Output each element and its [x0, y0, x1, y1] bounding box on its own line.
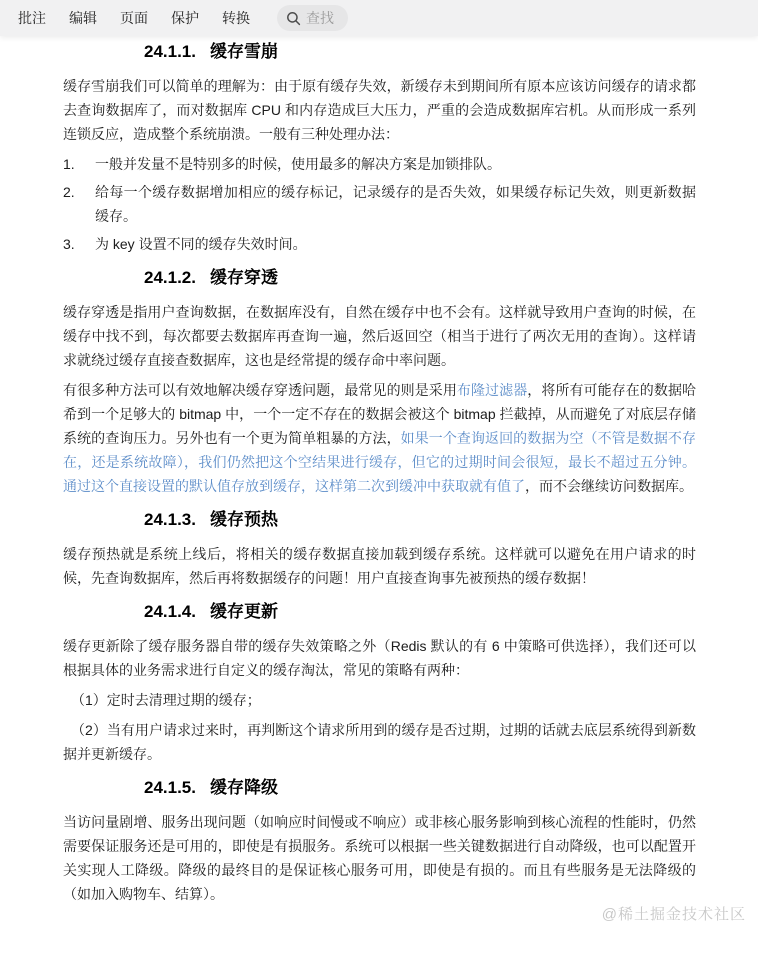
document-content — [63, 42, 696, 906]
section-heading — [63, 268, 696, 288]
menu-item-protect[interactable]: 保护 — [171, 10, 199, 26]
paragraph — [63, 718, 696, 766]
section-number: 24.1.5. — [144, 778, 196, 797]
list-item-text: 给每一个缓存数据增加相应的缓存标记，记录缓存的是否失效，如果缓存标记失效，则更新数据缓存。 — [95, 184, 696, 224]
list-item-marker: 3. — [63, 236, 75, 252]
section-title: 缓存穿透 — [210, 268, 278, 287]
text-run: 缓存穿透是指用户查询数据，在数据库没有，自然在缓存中也不会有。这样就导致用户查询的时候，在缓存中找不到，每次都要去数据库再查询一遍，然后返回空（相当于进行了两次无用的查询）。这样请求就绕过缓存直接查数据库，这也是经常提的缓存命中率问题。 — [63, 304, 696, 368]
list-item-text: 为 key 设置不同的缓存失效时间。 — [95, 236, 307, 252]
paragraph — [63, 378, 696, 498]
section-title: 缓存降级 — [210, 778, 278, 797]
numbered-list — [63, 152, 696, 256]
section-title: 缓存预热 — [210, 510, 278, 529]
list-item — [63, 180, 696, 228]
text-run: 缓存更新除了缓存服务器自带的缓存失效策略之外（Redis 默认的有 6 中策略可供选择），我们还可以根据具体的业务需求进行自定义的缓存淘汰，常见的策略有两种： — [63, 638, 696, 678]
list-item-marker: 1. — [63, 156, 75, 172]
watermark: @稀土掘金技术社区 — [601, 906, 746, 923]
paragraph — [63, 74, 696, 146]
section-number: 24.1.3. — [144, 510, 196, 529]
section-heading — [63, 510, 696, 530]
text-run: ，将所有可能存在的数据哈希到一个足够大的 bitmap 中，一个一定不存在的数据会被这个 bitmap 拦截掉，从而避免了对底层存储系统的查询压力。另外也有一个更为简单粗暴的方法， — [63, 382, 697, 446]
section-heading — [63, 602, 696, 622]
section-number: 24.1.4. — [144, 602, 196, 621]
paragraph — [63, 542, 696, 590]
menu-item-annotate[interactable]: 批注 — [18, 10, 46, 26]
section-number: 24.1.2. — [144, 268, 196, 287]
list-item-marker: 2. — [63, 184, 75, 200]
text-run: 缓存预热就是系统上线后，将相关的缓存数据直接加载到缓存系统。这样就可以避免在用户请求的时候，先查询数据库，然后再将数据缓存的问题！用户直接查询事先被预热的缓存数据！ — [63, 546, 696, 586]
paragraph — [63, 810, 696, 906]
menu-item-page[interactable]: 页面 — [120, 10, 148, 26]
text-run: （2）当有用户请求过来时，再判断这个请求所用到的缓存是否过期，过期的话就去底层系统得到新数据并更新缓存。 — [63, 722, 696, 762]
find-button[interactable] — [277, 5, 348, 31]
find-label: 查找 — [306, 10, 334, 26]
text-run: （1）定时去清理过期的缓存； — [71, 692, 261, 708]
text-run: 缓存雪崩我们可以简单的理解为：由于原有缓存失效，新缓存未到期间所有原本应该访问缓存的请求都去查询数据库了，而对数据库 CPU 和内存造成巨大压力，严重的会造成数据库宕机。从而形成一系列连锁反应，造成整个系统崩溃。一般有三种处理办法： — [63, 78, 696, 142]
link-text[interactable]: 如果一个查询返回的数据为空（不管是数据不存在，还是系统故障），我们仍然把这个空结果进行缓存，但它的过期时间会很短，最长不超过五分钟。通过这个直接设置的默认值存放到缓存，这样第二次到缓冲中获取就有值了 — [63, 430, 697, 494]
section-heading — [63, 778, 696, 798]
section-heading — [63, 42, 696, 62]
list-item-text: 一般并发量不是特别多的时候，使用最多的解决方案是加锁排队。 — [95, 156, 501, 172]
text-run: 当访问量剧增、服务出现问题（如响应时间慢或不响应）或非核心服务影响到核心流程的性能时，仍然需要保证服务还是可用的，即使是有损服务。系统可以根据一些关键数据进行自动降级，也可以配置开关实现人工降级。降级的最终目的是保证核心服务可用，即使是有损的。而且有些服务是无法降级的（如加入购物车、结算）。 — [63, 814, 696, 902]
document-page — [0, 36, 758, 938]
menu-item-edit[interactable]: 编辑 — [69, 10, 97, 26]
menu-item-convert[interactable]: 转换 — [222, 10, 250, 26]
section-number: 24.1.1. — [144, 42, 196, 61]
section-title: 缓存更新 — [210, 602, 278, 621]
paragraph — [63, 688, 696, 712]
search-icon — [286, 11, 301, 26]
list-item — [63, 232, 696, 256]
list-item — [63, 152, 696, 176]
paragraph — [63, 634, 696, 682]
link-text[interactable]: 布隆过滤器 — [456, 382, 528, 398]
menu-bar — [0, 0, 758, 36]
text-run: ，而不会继续访问数据库。 — [525, 478, 693, 494]
paragraph — [63, 300, 696, 372]
section-title: 缓存雪崩 — [210, 42, 278, 61]
text-run: 有很多种方法可以有效地解决缓存穿透问题，最常见的则是采用 — [63, 382, 457, 398]
